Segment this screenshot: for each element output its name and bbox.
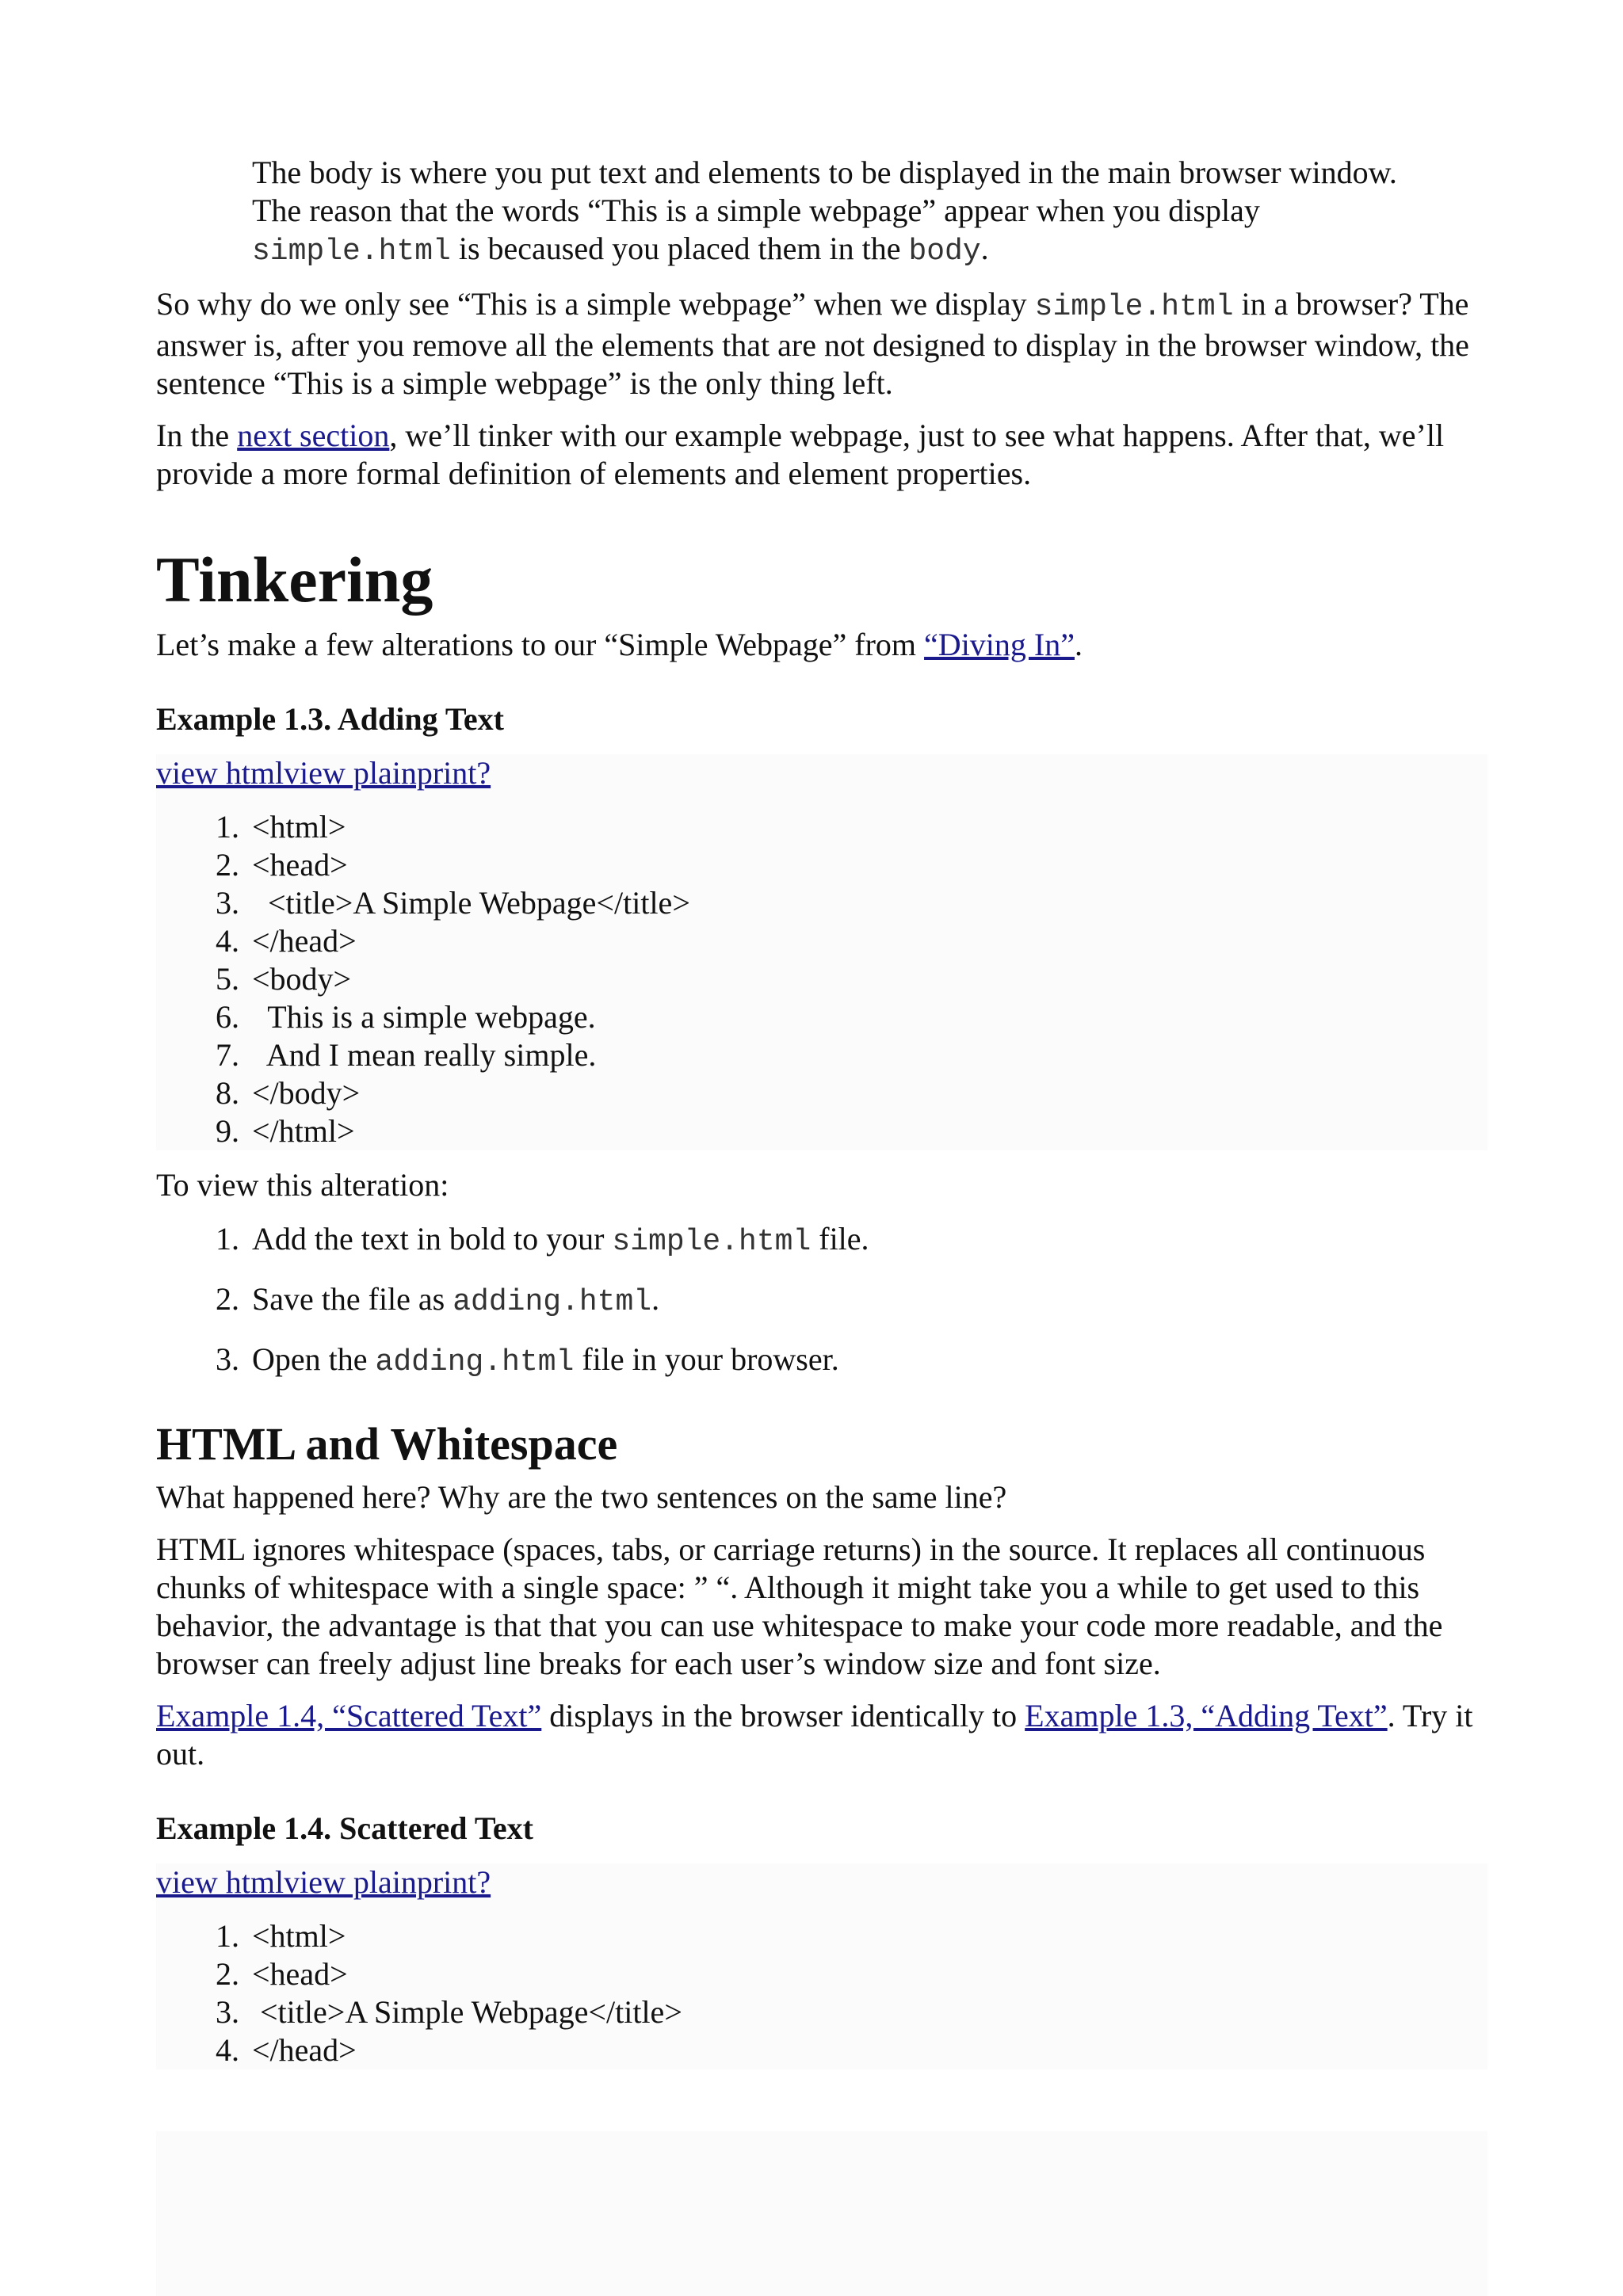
- body-description-line-1: The body is where you put text and elements to be displayed in the main browser window.: [252, 154, 1397, 190]
- whitespace-heading: HTML and Whitespace: [156, 1418, 618, 1470]
- example-1-4-title: Example 1.4. Scattered Text: [156, 1810, 533, 1846]
- example-1-3-link[interactable]: Example 1.3, “Adding Text”: [1025, 1698, 1388, 1733]
- body-description-line-3: simple.html is becaused you placed them in the body.: [252, 231, 989, 269]
- tinkering-intro: Let’s make a few alterations to our “Simple Webpage” from “Diving In”.: [156, 627, 1083, 662]
- code-listing: [156, 1917, 1487, 2069]
- list-item: 2. Save the file as adding.html.: [216, 1281, 660, 1319]
- inline-code-simple-html: simple.html: [252, 235, 451, 269]
- example-1-4-code-block: [156, 1863, 1487, 2069]
- code-line: 5. <body>: [216, 961, 352, 997]
- example-1-4-link[interactable]: Example 1.4, “Scattered Text”: [156, 1698, 542, 1733]
- code-line: 3. <title>A Simple Webpage</title>: [216, 1994, 682, 2030]
- why-paragraph: So why do we only see “This is a simple webpage” when we display simple.html in a browser? The answer is, after you remove all the elements that are not designed to display in the browser window, the sentence “This is a simple webpage” is the only thing left.: [156, 286, 1469, 401]
- code-line: 7. And I mean really simple.: [216, 1037, 597, 1073]
- code-line: 3. <title>A Simple Webpage</title>: [216, 885, 690, 921]
- code-line: 1. <html>: [216, 1918, 346, 1954]
- code-toolbar-link[interactable]: view htmlview plainprint?: [156, 1864, 491, 1900]
- code-block-continuation: [156, 2131, 1487, 2296]
- list-item: 1. Add the text in bold to your simple.html file.: [216, 1221, 869, 1259]
- diving-in-link[interactable]: “Diving In”: [924, 627, 1075, 662]
- code-line: 2. <head>: [216, 1956, 348, 1992]
- inline-code-simple-html: simple.html: [1034, 290, 1234, 324]
- code-line: 1. <html>: [216, 809, 346, 845]
- inline-code-body: body: [908, 235, 981, 269]
- view-alteration-intro: To view this alteration:: [156, 1167, 449, 1203]
- inline-code: adding.html: [453, 1285, 652, 1319]
- whitespace-para-3: Example 1.4, “Scattered Text” displays in the browser identically to Example 1.3, “Adding Text”. Try it out.: [156, 1698, 1473, 1772]
- code-line: 4. </head>: [216, 2032, 357, 2068]
- view-steps-list: [156, 1220, 1487, 1382]
- body-description-block: [252, 154, 1487, 271]
- whitespace-para-1: What happened here? Why are the two sentences on the same line?: [156, 1479, 1007, 1515]
- code-line: 6. This is a simple webpage.: [216, 999, 596, 1035]
- inline-code: adding.html: [375, 1345, 575, 1379]
- next-section-paragraph: In the next section, we’ll tinker with our example webpage, just to see what happens. After that, we’ll provide a more formal definition of elements and element properties.: [156, 418, 1445, 491]
- code-line: 4. </head>: [216, 923, 357, 959]
- example-1-3-code-block: [156, 754, 1487, 1150]
- tinkering-heading: Tinkering: [156, 543, 433, 616]
- code-line: 2. <head>: [216, 847, 348, 883]
- next-section-link[interactable]: next section: [237, 418, 390, 453]
- body-description-line-2: The reason that the words “This is a simple webpage” appear when you display: [252, 193, 1260, 228]
- example-1-3-title: Example 1.3. Adding Text: [156, 701, 505, 737]
- code-toolbar-link[interactable]: view htmlview plainprint?: [156, 755, 491, 791]
- code-line: 9. </html>: [216, 1113, 355, 1149]
- inline-code: simple.html: [612, 1225, 812, 1259]
- code-listing: [156, 808, 1487, 1150]
- list-item: 3. Open the adding.html file in your browser.: [216, 1341, 839, 1379]
- document-page: [156, 154, 1487, 2069]
- code-line: 8. </body>: [216, 1075, 361, 1111]
- whitespace-para-2: HTML ignores whitespace (spaces, tabs, or carriage returns) in the source. It replaces all continuous chunks of whitespace with a single space: ” “. Although it might take you a while to get used to this behavior, the advantage is that that you can use whitespace to make your code more readable, and the browser can freely adjust line breaks for each user’s window size and font size.: [156, 1531, 1443, 1681]
